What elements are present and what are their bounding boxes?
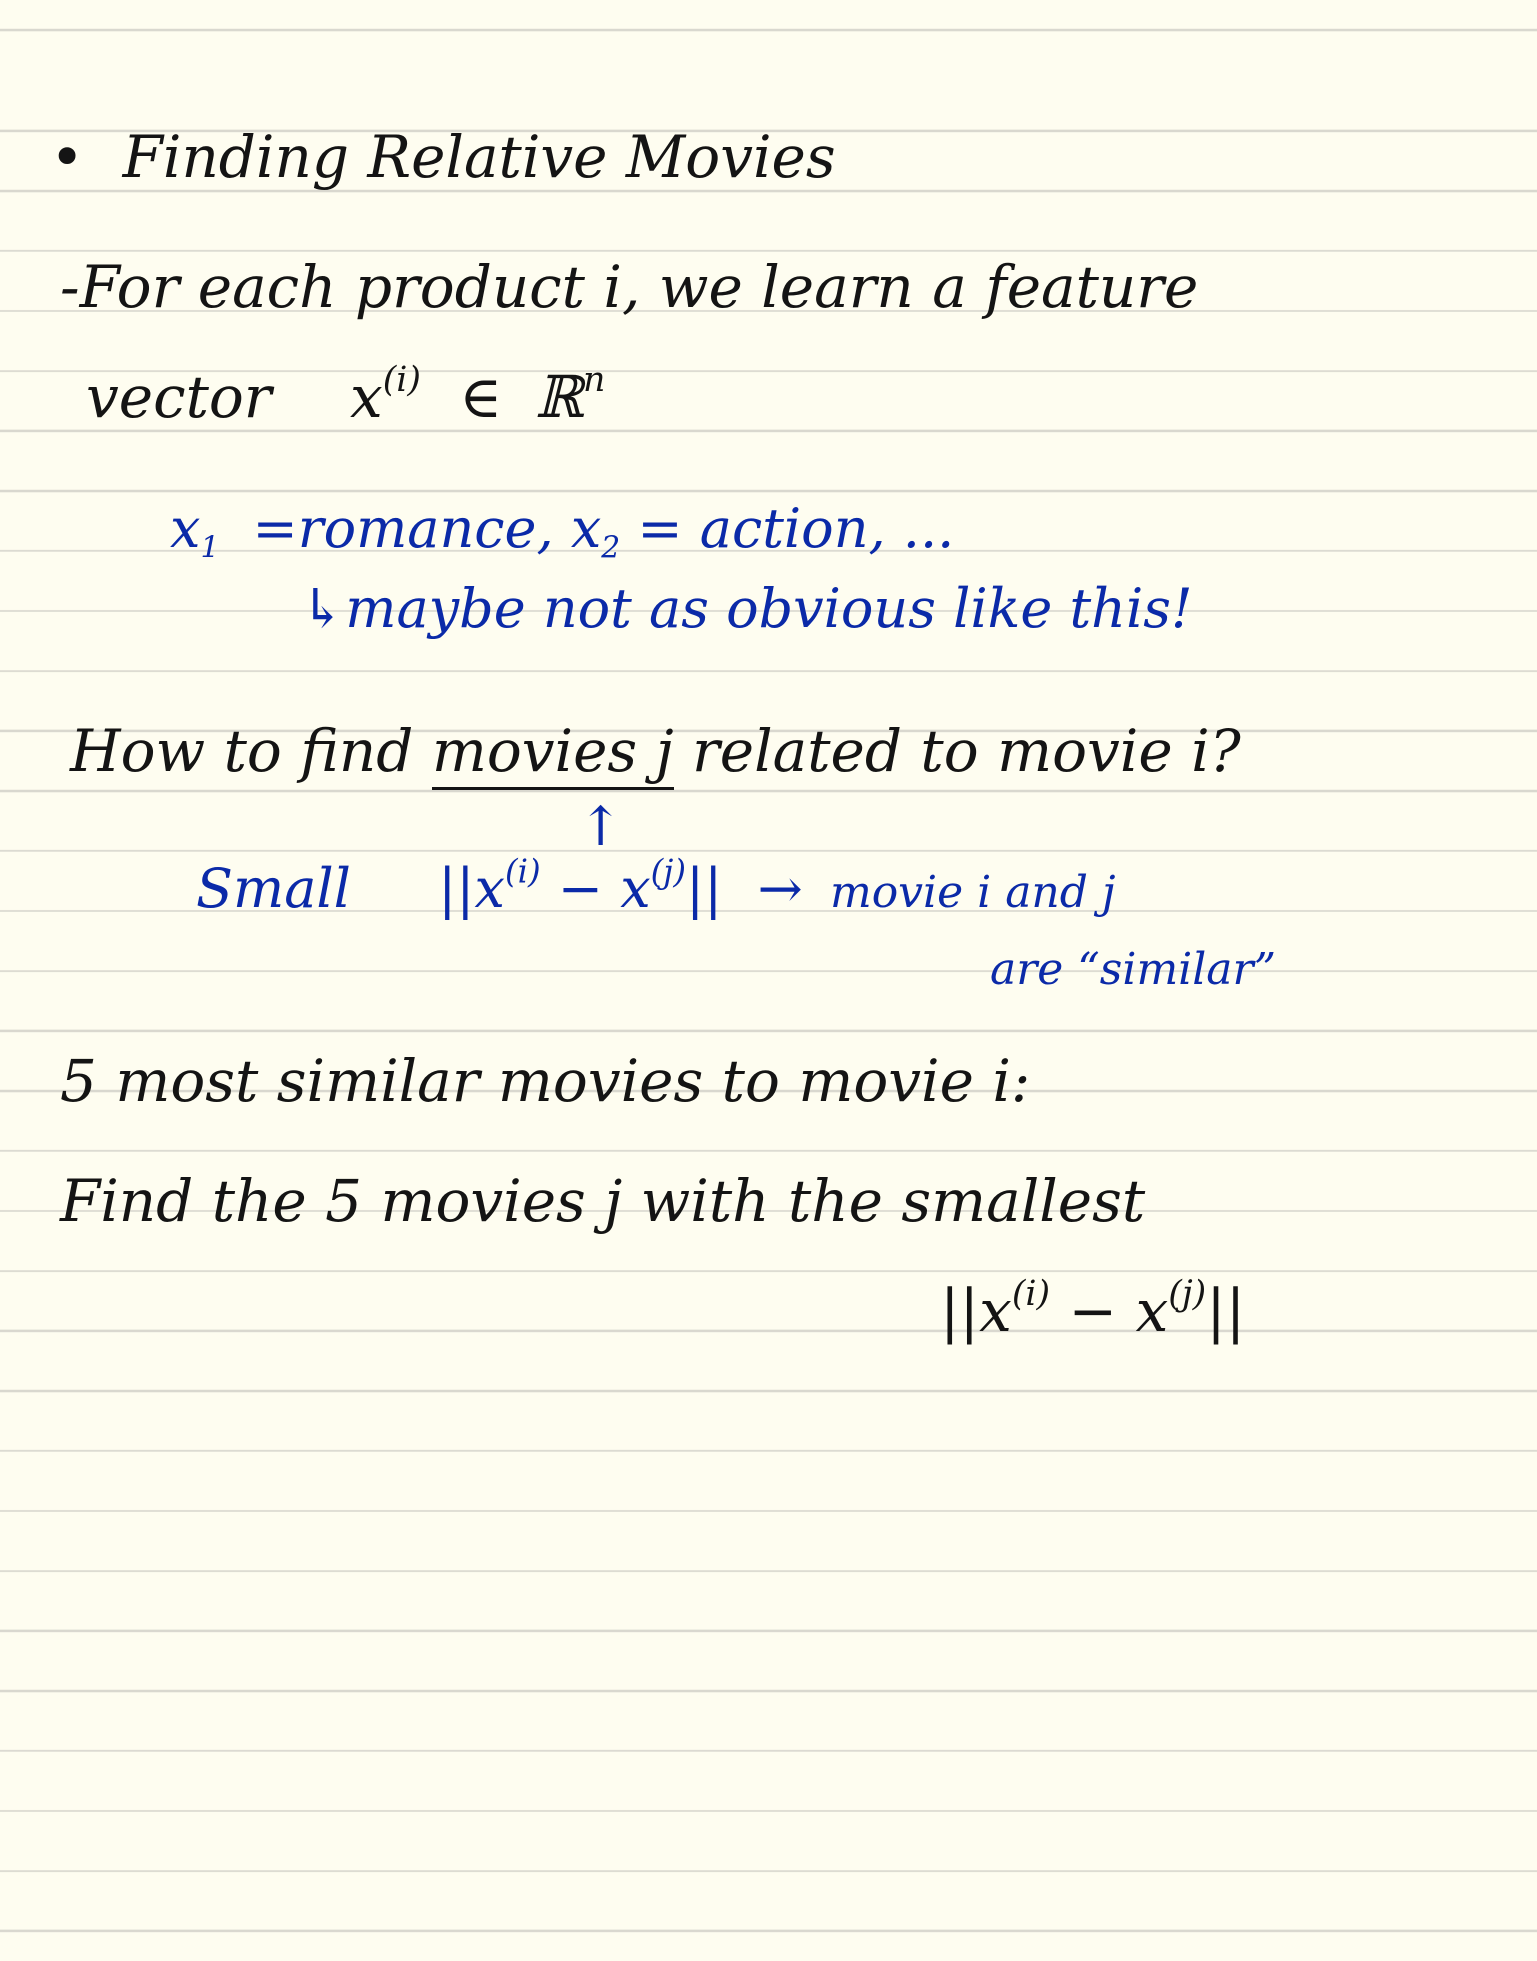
x-var: x (349, 363, 383, 431)
formula-xj: x (1135, 1277, 1169, 1345)
xj-var: x (620, 857, 651, 920)
x1-subscript: 1 (200, 530, 220, 566)
obvious-note: ↳maybe not as obvious like this! (300, 577, 1193, 640)
question-post: related to movie i? (673, 717, 1241, 785)
real-space (534, 359, 606, 431)
bullet-icon: • (50, 123, 85, 191)
norm-close: || (685, 857, 723, 920)
x-superscript: (i) (382, 359, 421, 400)
dimension-exponent: n (582, 359, 606, 400)
xj-superscript: (j) (650, 852, 686, 891)
norm-open: || (438, 857, 475, 920)
x2-var: x (570, 497, 602, 560)
feature-examples (170, 497, 955, 566)
top5-method: Find the 5 movies j with the smallest (60, 1167, 1146, 1235)
reals-symbol: ℝ (534, 363, 583, 431)
formula-xi-sup: (i) (1011, 1273, 1051, 1314)
formula-minus: − (1050, 1277, 1136, 1345)
vector-symbol (349, 359, 439, 431)
xi-var: x (474, 857, 505, 920)
top5-heading: 5 most similar movies to movie i: (60, 1047, 1031, 1115)
vector-line (86, 359, 606, 431)
similar-result: movie i and j (829, 867, 1116, 918)
question-pre: How to find (70, 717, 432, 785)
small-word: Small (196, 857, 351, 920)
formula-xi: x (979, 1277, 1012, 1345)
vector-word: vector (86, 363, 272, 431)
heading (50, 123, 836, 191)
x2-meaning: = action, ... (637, 497, 955, 560)
similarity-rule (196, 852, 1116, 920)
element-of-icon: ∈ (459, 363, 503, 431)
xi-superscript: (i) (504, 852, 541, 891)
question-line (70, 717, 1241, 785)
minus-sign: − (540, 857, 621, 920)
up-arrow-icon: ↑ (578, 795, 624, 858)
formula-close: || (1206, 1277, 1246, 1345)
similar-result-2: are “similar” (990, 944, 1277, 995)
x1-meaning: =romance, (252, 497, 554, 560)
heading-text: Finding Relative Movies (122, 123, 836, 191)
x2-subscript: 2 (601, 530, 621, 566)
feature-sentence: -For each product i, we learn a feature (60, 253, 1199, 321)
implies-arrow-icon: → (757, 857, 803, 920)
distance-formula (940, 1273, 1246, 1345)
formula-xj-sup: (j) (1168, 1273, 1207, 1314)
x1-var: x (170, 497, 201, 560)
movies-j-underlined: movies j (432, 717, 674, 790)
formula-open: || (940, 1277, 980, 1345)
